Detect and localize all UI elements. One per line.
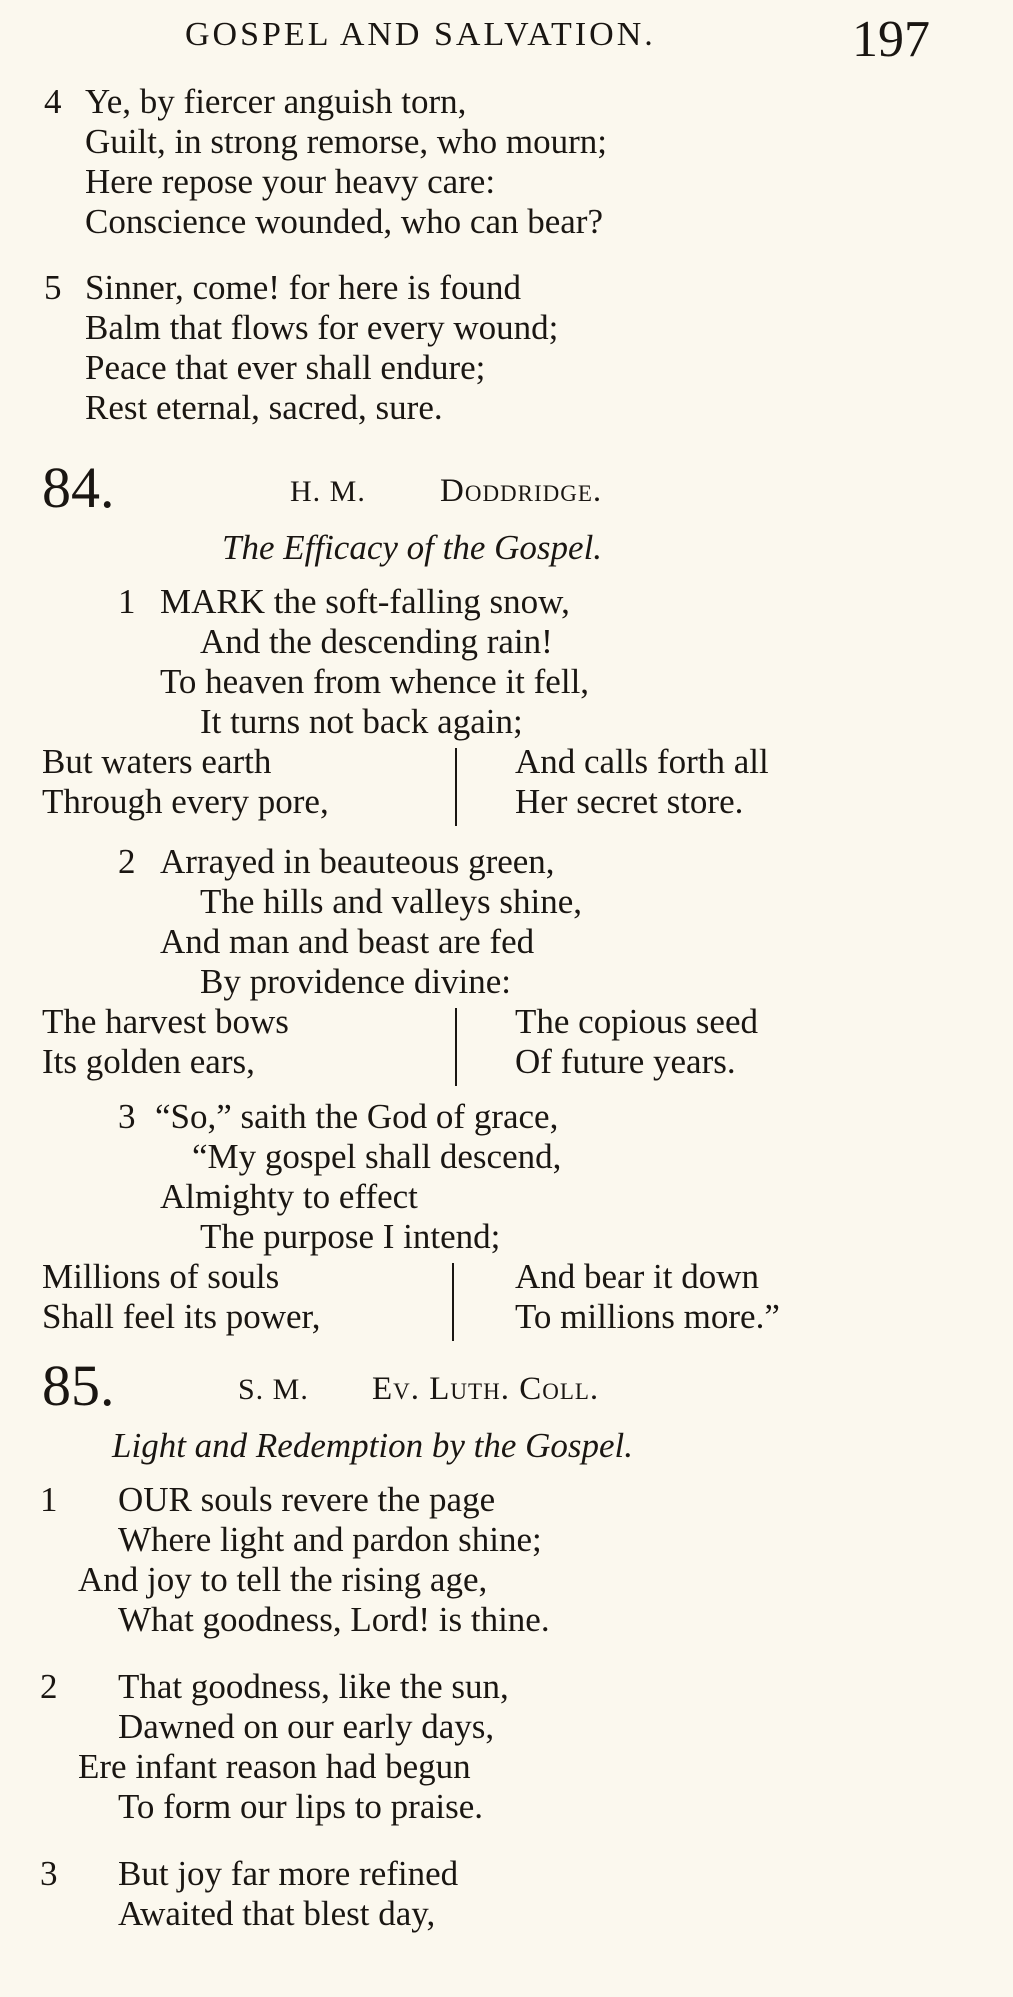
verse-line-right: To millions more.” bbox=[515, 1297, 780, 1336]
verse-line-right: Of future years. bbox=[515, 1042, 736, 1081]
verse-line: Ye, by fiercer anguish torn, bbox=[85, 82, 467, 121]
verse-line: OUR souls revere the page bbox=[118, 1480, 496, 1519]
hymn-author: Doddridge. bbox=[440, 473, 603, 509]
verse-line: That goodness, like the sun, bbox=[118, 1667, 509, 1706]
hymn-number: 85. bbox=[42, 1353, 115, 1418]
hymn-title: Light and Redemption by the Gospel. bbox=[112, 1426, 634, 1465]
verse-line: It turns not back again; bbox=[200, 702, 523, 741]
verse-line: By providence divine: bbox=[200, 962, 512, 1001]
stanza-number: 3 bbox=[40, 1854, 58, 1893]
hymn-meter: H. M. bbox=[290, 475, 366, 508]
verse-line-left: Through every pore, bbox=[42, 782, 329, 821]
verse-line: “So,” saith the God of grace, bbox=[155, 1097, 559, 1136]
verse-line-left: The harvest bows bbox=[42, 1002, 289, 1041]
verse-line-right: And bear it down bbox=[515, 1257, 759, 1296]
verse-line: Rest eternal, sacred, sure. bbox=[85, 388, 443, 427]
verse-line-left: Millions of souls bbox=[42, 1257, 280, 1296]
verse-line-left: Its golden ears, bbox=[42, 1042, 255, 1081]
verse-line: Balm that flows for every wound; bbox=[85, 308, 559, 347]
verse-line: Guilt, in strong remorse, who mourn; bbox=[85, 122, 608, 161]
hymn-meter: S. M. bbox=[238, 1373, 309, 1406]
verse-line: And the descending rain! bbox=[200, 622, 553, 661]
stanza-number: 4 bbox=[44, 82, 62, 121]
verse-line: And joy to tell the rising age, bbox=[78, 1560, 488, 1599]
stanza-number: 2 bbox=[40, 1667, 58, 1706]
stanza-number: 1 bbox=[40, 1480, 58, 1519]
verse-line: Arrayed in beauteous green, bbox=[160, 842, 555, 881]
stanza-number: 5 bbox=[44, 268, 62, 307]
column-divider bbox=[452, 1263, 454, 1341]
verse-line: Awaited that blest day, bbox=[118, 1894, 436, 1933]
running-header bbox=[185, 11, 930, 68]
verse-line: To form our lips to praise. bbox=[118, 1787, 483, 1826]
verse-line: Ere infant reason had begun bbox=[78, 1747, 471, 1786]
verse-line: The purpose I intend; bbox=[200, 1217, 501, 1256]
hymn-number: 84. bbox=[42, 455, 115, 520]
verse-line: The hills and valleys shine, bbox=[200, 882, 583, 921]
running-title: GOSPEL AND SALVATION. bbox=[185, 16, 656, 53]
hymn-title: The Efficacy of the Gospel. bbox=[222, 528, 603, 567]
page-number: 197 bbox=[852, 11, 930, 68]
verse-line: And man and beast are fed bbox=[160, 922, 535, 961]
verse-line-right: Her secret store. bbox=[515, 782, 744, 821]
verse-line: Dawned on our early days, bbox=[118, 1707, 495, 1746]
verse-line: What goodness, Lord! is thine. bbox=[118, 1600, 550, 1639]
verse-line-right: And calls forth all bbox=[515, 742, 769, 781]
hymn-author: Ev. Luth. Coll. bbox=[372, 1371, 600, 1407]
verse-line: Where light and pardon shine; bbox=[118, 1520, 542, 1559]
verse-line: “My gospel shall descend, bbox=[192, 1137, 562, 1176]
verse-line: To heaven from whence it fell, bbox=[160, 662, 590, 701]
verse-line: Conscience wounded, who can bear? bbox=[85, 202, 603, 241]
stanza-number: 3 bbox=[118, 1097, 136, 1136]
verse-line-left: But waters earth bbox=[42, 742, 272, 781]
verse-line: Almighty to effect bbox=[160, 1177, 418, 1216]
verse-line: MARK the soft-falling snow, bbox=[160, 582, 570, 621]
verse-line-right: The copious seed bbox=[515, 1002, 758, 1041]
verse-line: But joy far more refined bbox=[118, 1854, 459, 1893]
stanza-number: 2 bbox=[118, 842, 136, 881]
column-divider bbox=[455, 748, 457, 826]
column-divider bbox=[455, 1008, 457, 1086]
verse-line: Peace that ever shall endure; bbox=[85, 348, 486, 387]
verse-line-left: Shall feel its power, bbox=[42, 1297, 321, 1336]
stanza-number: 1 bbox=[118, 582, 136, 621]
verse-line: Here repose your heavy care: bbox=[85, 162, 496, 201]
verse-line: Sinner, come! for here is found bbox=[85, 268, 521, 307]
